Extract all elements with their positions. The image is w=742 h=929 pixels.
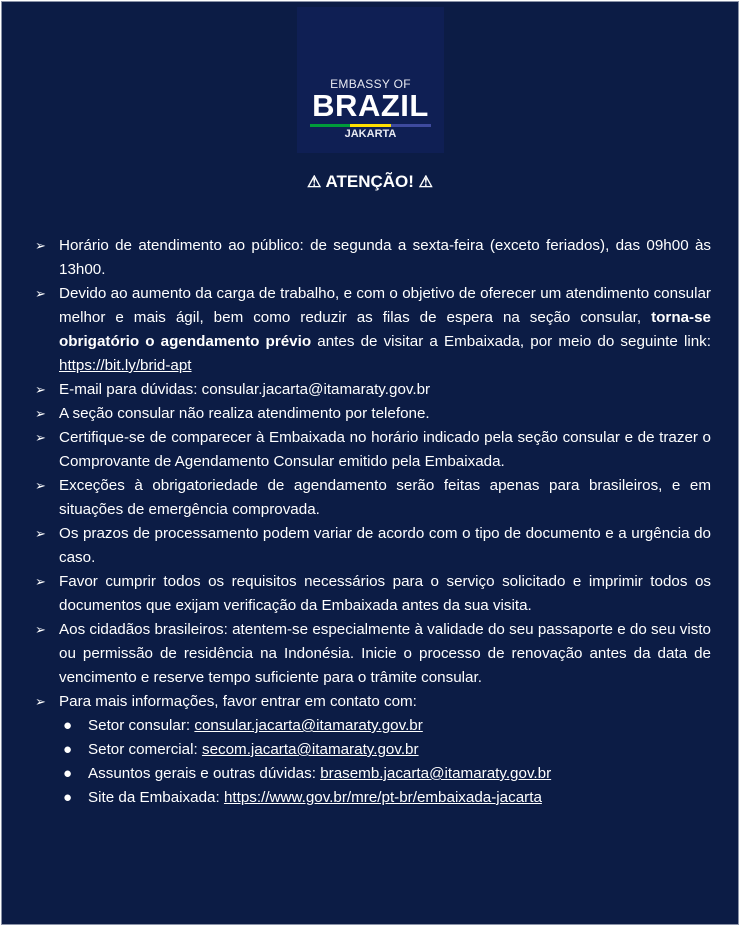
booking-text-end: antes de visitar a Embaixada, por meio do seguinte link: [317,333,711,350]
arrow-bullet-icon: ➢ [35,430,46,445]
contact-item-commercial [35,738,711,762]
arrow-bullet-icon: ➢ [35,406,46,421]
list-item-exceptions [35,474,711,522]
dot-bullet-icon: ● [63,741,73,758]
dot-bullet-icon: ● [63,717,73,734]
exceptions-text: Exceções à obrigatoriedade de agendamento serão feitas apenas para brasileiros, e em situações de emergência comprovada. [59,477,711,518]
contact-label: Assuntos gerais e outras dúvidas: [88,765,316,782]
contact-label: Site da Embaixada: [88,789,220,806]
logo-stripe-blue [391,124,431,127]
arrow-bullet-icon: ➢ [35,574,46,589]
passport-text: Aos cidadãos brasileiros: atentem-se especialmente à validade do seu passaporte e do seu visto ou permissão de residência na Indonésia. Inicie o processo de renovação antes da data de vencimento e reserve tempo suficiente para o trâmite consular. [59,621,711,686]
list-item-deadlines [35,522,711,570]
logo-stripe-green [310,124,350,127]
contact-link-commercial[interactable]: secom.jacarta@itamaraty.gov.br [201,741,419,758]
warning-icon: ⚠ [418,174,433,191]
list-item-hours [35,234,711,282]
page-title [2,172,738,192]
arrow-bullet-icon: ➢ [35,622,46,637]
dot-bullet-icon: ● [63,765,73,782]
notice-list [35,234,711,810]
contact-label: Setor consular: [88,717,191,734]
list-item-requirements [35,570,711,618]
list-item-phone [35,402,711,426]
logo-stripe-yellow [350,124,390,127]
title-text: ATENÇÃO! [325,172,414,191]
warning-icon: ⚠ [307,174,322,191]
list-item-booking [35,282,711,378]
booking-bold-text: torna-se obrigatório o agendamento prévio [59,309,711,350]
arrive-text: Certifique-se de comparecer à Embaixada no horário indicado pela seção consular e de trazer o Comprovante de Agendamento Consular emitido pela Embaixada. [59,429,711,470]
arrow-bullet-icon: ➢ [35,382,46,397]
arrow-bullet-icon: ➢ [35,478,46,493]
booking-text: Devido ao aumento da carga de trabalho, e com o objetivo de oferecer um atendimento consular melhor e mais ágil, bem como reduzir as filas de espera na seção consular, [59,285,711,326]
deadlines-text: Os prazos de processamento podem variar de acordo com o tipo de documento e a urgência do caso. [59,525,711,566]
contact-item-website [35,786,711,810]
contact-label: Setor comercial: [88,741,198,758]
logo-brazil: BRAZIL [312,88,429,123]
dot-bullet-icon: ● [63,789,73,806]
arrow-bullet-icon: ➢ [35,526,46,541]
arrow-bullet-icon: ➢ [35,238,46,253]
contact-link-website[interactable]: https://www.gov.br/mre/pt-br/embaixada-jacarta [223,789,542,806]
logo-jakarta: JAKARTA [344,128,397,140]
email-text: E-mail para dúvidas: consular.jacarta@itamaraty.gov.br [59,381,431,398]
hours-text: Horário de atendimento ao público: de segunda a sexta-feira (exceto feriados), das 09h00 às 13h00. [59,237,711,278]
notice-page [1,1,739,925]
contact-link-general[interactable]: brasemb.jacarta@itamaraty.gov.br [320,765,552,782]
logo-stripe [310,124,431,127]
requirements-text: Favor cumprir todos os requisitos necessários para o serviço solicitado e imprimir todos os documentos que exijam verificação da Embaixada antes da sua visita. [59,573,711,614]
list-item-arrive [35,426,711,474]
contact-item-consular [35,714,711,738]
list-item-contact [35,690,711,714]
list-item-passport [35,618,711,690]
embassy-logo [297,7,444,153]
list-item-email [35,378,711,402]
contact-intro-text: Para mais informações, favor entrar em contato com: [59,693,417,710]
contact-link-consular[interactable]: consular.jacarta@itamaraty.gov.br [194,717,423,734]
arrow-bullet-icon: ➢ [35,286,46,301]
booking-link[interactable]: https://bit.ly/brid-apt [59,357,192,374]
phone-text: A seção consular não realiza atendimento por telefone. [59,405,430,422]
contact-item-general [35,762,711,786]
arrow-bullet-icon: ➢ [35,694,46,709]
logo-embassy-of: EMBASSY OF [330,77,411,91]
